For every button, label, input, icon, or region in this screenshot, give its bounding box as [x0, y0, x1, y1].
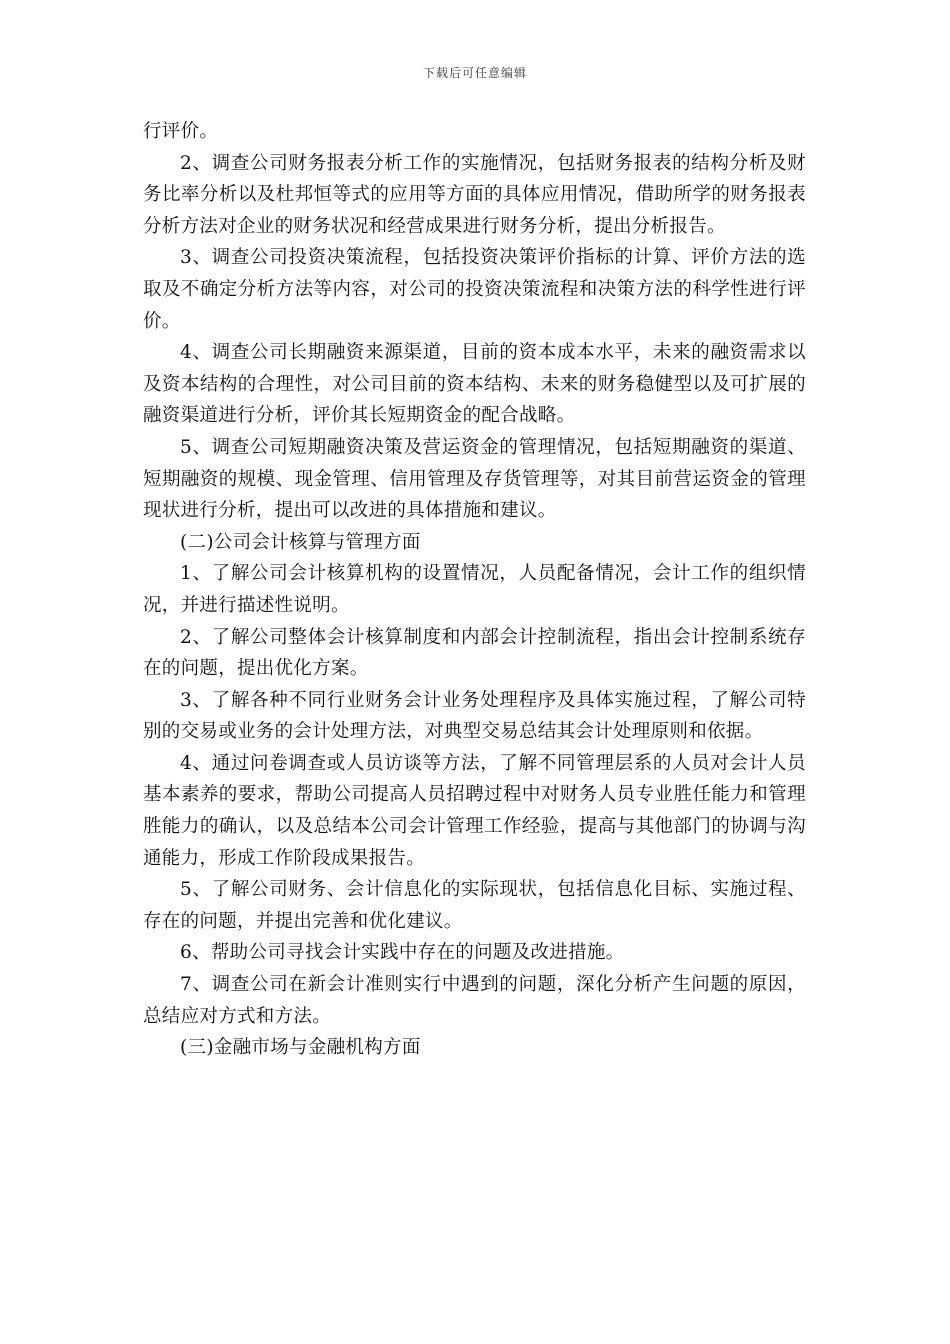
paragraph: 4、通过问卷调查或人员访谈等方法，了解不同管理层系的人员对会计人员基本素养的要求，帮助公司提高人员招聘过程中对财务人员专业胜任能力和管理胜能力的确认，以及总结本公司会计管理工作经验，提高与其他部门的协调与沟通能力，形成工作阶段成果报告。 [143, 752, 806, 869]
paragraph: 2、了解公司整体会计核算制度和内部会计控制流程，指出会计控制系统存在的问题，提出优化方案。 [143, 626, 806, 680]
paragraph: 5、调查公司短期融资决策及营运资金的管理情况，包括短期融资的渠道、短期融资的规模、现金管理、信用管理及存货管理等，对其目前营运资金的管理现状进行分析，提出可以改进的具体措施和建议。 [143, 436, 806, 522]
paragraph: 行评价。 [143, 121, 219, 142]
paragraph: 5、了解公司财务、会计信息化的实际现状，包括信息化目标、实施过程、存在的问题，并提出完善和优化建议。 [143, 879, 806, 932]
page-header: 下载后可任意编辑 [422, 66, 527, 80]
paragraph: 3、调查公司投资决策流程，包括投资决策评价指标的计算、评价方法的选取及不确定分析方法等内容，对公司的投资决策流程和决策方法的科学性进行评价。 [143, 247, 806, 332]
section-heading: (二)公司会计核算与管理方面 [180, 531, 421, 553]
paragraph: 4、调查公司长期融资来源渠道，目前的资本成本水平，未来的融资需求以及资本结构的合理性，对公司目前的资本结构、未来的财务稳健型以及可扩展的融资渠道进行分析，评价其长短期资金的配合战略。 [143, 342, 806, 427]
paragraph: 7、调查公司在新会计准则实行中遇到的问题，深化分析产生问题的原因，总结应对方式和方法。 [143, 974, 806, 1027]
section-heading: (三)金融市场与金融机构方面 [180, 1037, 421, 1059]
paragraph: 1、了解公司会计核算机构的设置情况，人员配备情况，会计工作的组织情况，并进行描述性说明。 [143, 563, 806, 616]
document-body [143, 116, 806, 1064]
paragraph: 2、调查公司财务报表分析工作的实施情况，包括财务报表的结构分析及财务比率分析以及杜邦恒等式的应用等方面的具体应用情况，借助所学的财务报表分析方法对企业的财务状况和经营成果进行财务分析，提出分析报告。 [143, 152, 806, 237]
paragraph: 6、帮助公司寻找会计实践中存在的问题及改进措施。 [180, 942, 625, 964]
paragraph: 3、了解各种不同行业财务会计业务处理程序及具体实施过程，了解公司特别的交易或业务的会计处理方法，对典型交易总结其会计处理原则和依据。 [143, 689, 806, 743]
